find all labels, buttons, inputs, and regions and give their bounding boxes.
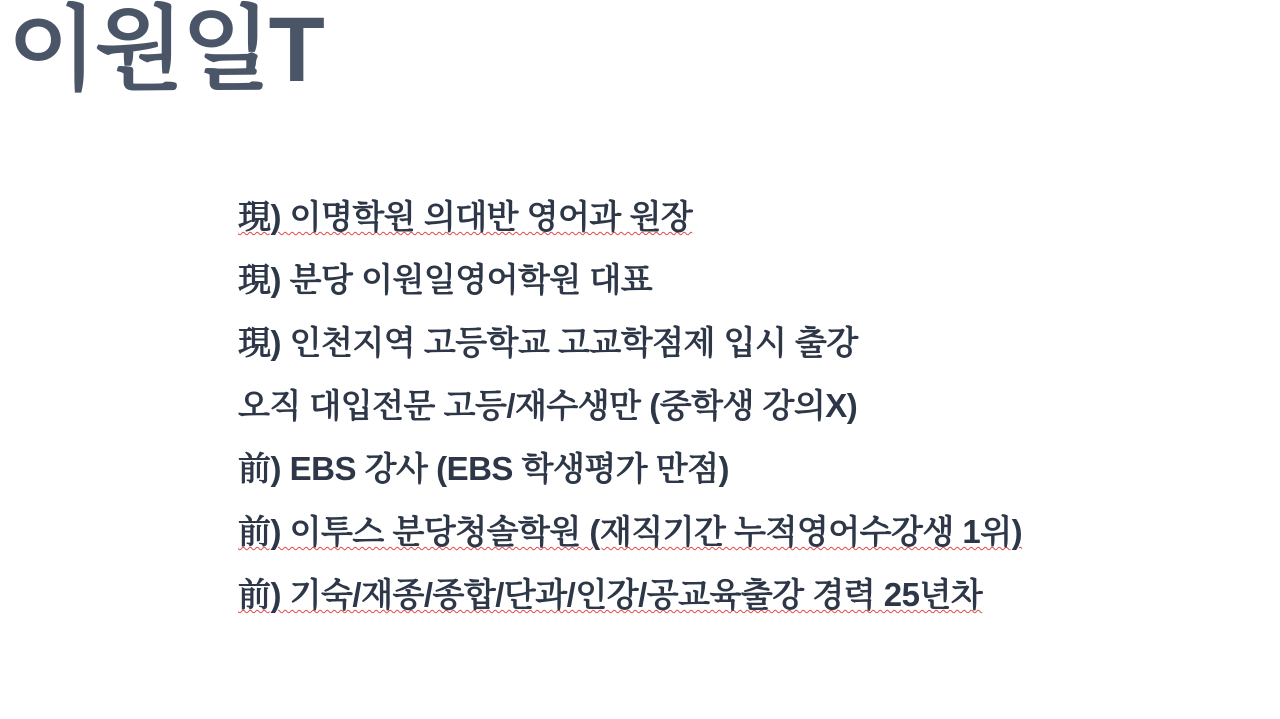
list-item: 現) 인천지역 고등학교 고교학점제 입시 출강 (238, 324, 858, 361)
credentials-list (238, 200, 1268, 611)
list-item: 現) 분당 이원일영어학원 대표 (238, 261, 653, 298)
list-item: 現) 이명학원 의대반 영어과 원장 (238, 198, 693, 235)
page-title: 이원일T (8, 0, 323, 101)
list-item: 前) 이투스 분당청솔학원 (재직기간 누적영어수강생 1위) (238, 513, 1023, 550)
list-item: 前) 기숙/재종/종합/단과/인강/공교육출강 경력 25년차 (238, 576, 983, 613)
list-item: 오직 대입전문 고등/재수생만 (중학생 강의X) (238, 387, 858, 424)
list-item: 前) EBS 강사 (EBS 학생평가 만점) (238, 450, 730, 487)
